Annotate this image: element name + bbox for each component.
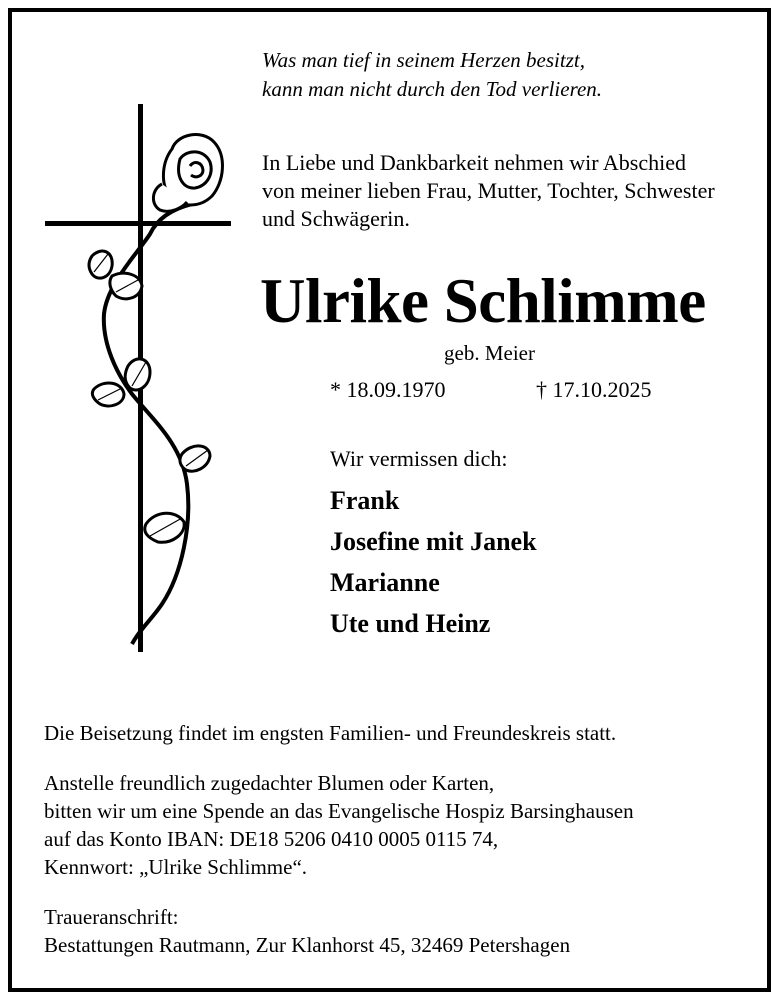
- mourner-name: Ute und Heinz: [330, 609, 491, 638]
- deceased-name: Ulrike Schlimme: [260, 266, 706, 336]
- cross-with-rose-icon: [32, 104, 232, 669]
- address-value: Bestattungen Rautmann, Zur Klanhorst 45, 32469 Petershagen: [44, 933, 571, 957]
- mourners-list: [330, 480, 537, 644]
- quote-line-1: Was man tief in seinem Herzen besitzt,: [262, 48, 585, 72]
- intro-text: [262, 149, 715, 233]
- donation-line-2: bitten wir um eine Spende an das Evangelische Hospiz Barsinghausen: [44, 799, 634, 823]
- death-date: † 17.10.2025: [536, 377, 652, 402]
- maiden-name: geb. Meier: [444, 341, 535, 365]
- intro-line-3: und Schwägerin.: [262, 206, 410, 231]
- address-label: Traueranschrift:: [44, 905, 179, 929]
- intro-line-1: In Liebe und Dankbarkeit nehmen wir Abschied: [262, 150, 686, 175]
- quote: [262, 46, 602, 104]
- birth-date: * 18.09.1970: [330, 377, 446, 402]
- donation-line-3: auf das Konto IBAN: DE18 5206 0410 0005 0115 74,: [44, 827, 499, 851]
- mourner-name: Marianne: [330, 568, 440, 597]
- mourner-name: Frank: [330, 486, 400, 515]
- donation-line-4: Kennwort: „Ulrike Schlimme“.: [44, 855, 308, 879]
- mourners-heading: Wir vermissen dich:: [330, 446, 508, 471]
- details-section: [44, 719, 634, 959]
- mourner-name: Josefine mit Janek: [330, 527, 537, 556]
- funeral-note: Die Beisetzung findet im engsten Familien- und Freundeskreis statt.: [44, 721, 617, 745]
- obituary-notice: [8, 8, 771, 992]
- quote-line-2: kann man nicht durch den Tod verlieren.: [262, 77, 603, 101]
- donation-line-1: Anstelle freundlich zugedachter Blumen oder Karten,: [44, 771, 495, 795]
- intro-line-2: von meiner lieben Frau, Mutter, Tochter, Schwester: [262, 178, 715, 203]
